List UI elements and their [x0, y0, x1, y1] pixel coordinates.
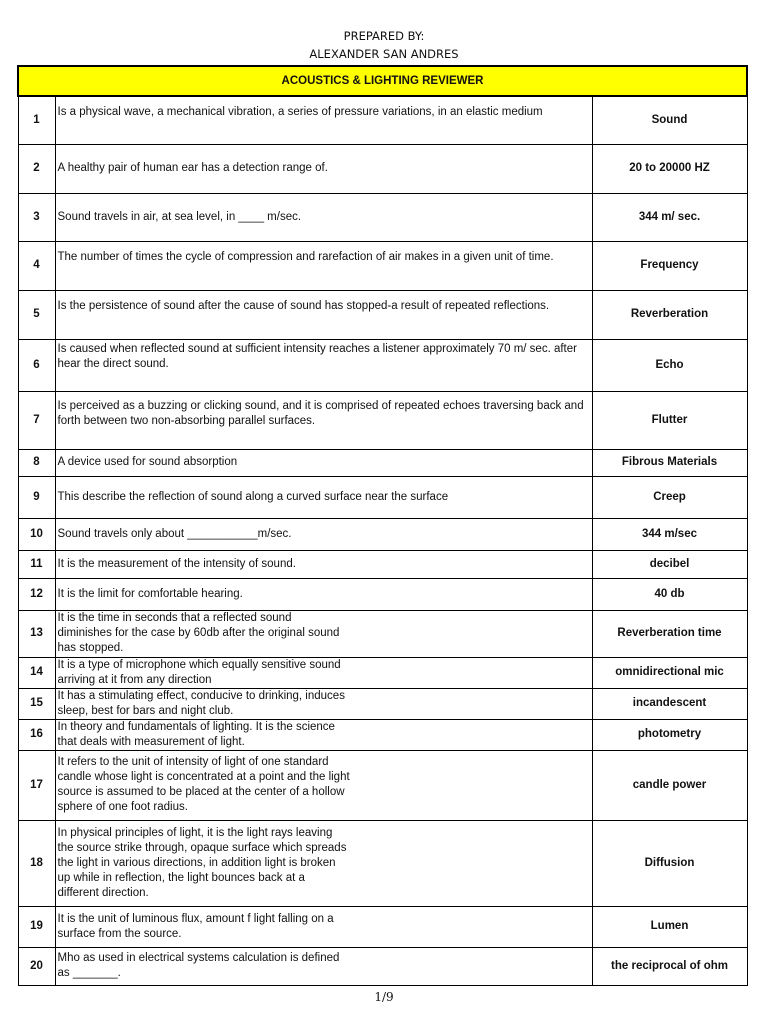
row-question: [55, 610, 592, 657]
row-question: [55, 820, 592, 906]
row-number: 9: [18, 476, 55, 518]
row-number: 15: [18, 688, 55, 719]
row-answer: photometry: [592, 719, 747, 750]
row-number: 6: [18, 339, 55, 391]
row-question: [55, 657, 592, 688]
question-text: Is caused when reflected sound at sufficient intensity reaches a listener approximately 70 m/ sec. after hear the direct sound.: [57, 343, 577, 370]
row-answer: Flutter: [592, 391, 747, 449]
row-question: [55, 688, 592, 719]
table-row: [18, 339, 747, 391]
row-answer: the reciprocal of ohm: [592, 947, 747, 985]
row-question: [55, 290, 592, 339]
prepared-by-label: PREPARED BY:: [343, 29, 425, 43]
table-row: [18, 610, 747, 657]
question-text: Is a physical wave, a mechanical vibration, a series of pressure variations, in an elastic medium: [57, 105, 543, 118]
row-answer: Sound: [592, 96, 747, 144]
row-answer: 40 db: [592, 578, 747, 610]
table-row: [18, 719, 747, 750]
row-answer: Lumen: [592, 906, 747, 947]
table-row: [18, 96, 747, 144]
question-text: It is the unit of luminous flux, amount f light falling on a surface from the source.: [57, 912, 334, 940]
row-answer: incandescent: [592, 688, 747, 719]
table-row: [18, 820, 747, 906]
question-text: It is a type of microphone which equally sensitive sound arriving at it from any direction: [57, 658, 341, 686]
table-row: [18, 476, 747, 518]
row-question: This describe the reflection of sound along a curved surface near the surface: [55, 476, 592, 518]
row-number: 16: [18, 719, 55, 750]
row-answer: 344 m/sec: [592, 518, 747, 550]
row-number: 7: [18, 391, 55, 449]
table-title: ACOUSTICS & LIGHTING REVIEWER: [18, 66, 747, 96]
row-number: 5: [18, 290, 55, 339]
question-text: It has a stimulating effect, conducive to drinking, induces sleep, best for bars and night club.: [57, 689, 345, 717]
row-answer: Fibrous Materials: [592, 449, 747, 476]
row-question: A healthy pair of human ear has a detection range of.: [55, 144, 592, 193]
row-number: 3: [18, 193, 55, 241]
row-question: A device used for sound absorption: [55, 449, 592, 476]
table-row: [18, 290, 747, 339]
row-number: 1: [18, 96, 55, 144]
table-row: [18, 657, 747, 688]
table-row: [18, 750, 747, 820]
table-row: [18, 578, 747, 610]
row-question: [55, 750, 592, 820]
table-row: [18, 688, 747, 719]
row-question: It is the limit for comfortable hearing.: [55, 578, 592, 610]
row-number: 8: [18, 449, 55, 476]
table-row: [18, 193, 747, 241]
row-answer: Reverberation time: [592, 610, 747, 657]
table-row: [18, 144, 747, 193]
row-answer: 20 to 20000 HZ: [592, 144, 747, 193]
question-text: Mho as used in electrical systems calculation is defined as _______.: [57, 952, 340, 979]
table-row: [18, 449, 747, 476]
question-text: In theory and fundamentals of lighting. It is the science that deals with measurement of light.: [57, 720, 335, 748]
row-question: [55, 947, 592, 985]
table-row: [18, 391, 747, 449]
row-answer: candle power: [592, 750, 747, 820]
reviewer-table: [17, 65, 748, 986]
row-number: 10: [18, 518, 55, 550]
table-row: [18, 550, 747, 578]
row-answer: 344 m/ sec.: [592, 193, 747, 241]
table-title-row: [18, 66, 747, 96]
row-question: [55, 906, 592, 947]
row-question: It is the measurement of the intensity of sound.: [55, 550, 592, 578]
table-row: [18, 518, 747, 550]
row-answer: decibel: [592, 550, 747, 578]
row-question: [55, 339, 592, 391]
row-number: 17: [18, 750, 55, 820]
question-text: Is the persistence of sound after the cause of sound has stopped-a result of repeated reflections.: [57, 300, 550, 312]
row-question: [55, 241, 592, 290]
question-text: It is the time in seconds that a reflected sound diminishes for the case by 60db after the original sound has stopped.: [57, 612, 340, 654]
row-question: [55, 391, 592, 449]
question-text: The number of times the cycle of compression and rarefaction of air makes in a given unit of time.: [57, 251, 554, 263]
row-question: [55, 96, 592, 144]
row-number: 18: [18, 820, 55, 906]
row-question: Sound travels in air, at sea level, in ____ m/sec.: [55, 193, 592, 241]
row-question: Sound travels only about ___________m/sec.: [55, 518, 592, 550]
question-text: In physical principles of light, it is the light rays leaving the source strike through, opaque surface which spreads the light in various directions, in addition light is broken up while in reflection, the light bounces back at a different direction.: [57, 826, 347, 899]
row-answer: Creep: [592, 476, 747, 518]
row-number: 14: [18, 657, 55, 688]
author-name: ALEXANDER SAN ANDRES: [309, 47, 459, 61]
row-question: [55, 719, 592, 750]
row-number: 13: [18, 610, 55, 657]
table-row: [18, 906, 747, 947]
question-text: Is perceived as a buzzing or clicking sound, and it is comprised of repeated echoes traversing back and forth between two non-absorbing parallel surfaces.: [57, 400, 584, 427]
row-answer: Diffusion: [592, 820, 747, 906]
row-answer: Echo: [592, 339, 747, 391]
row-number: 20: [18, 947, 55, 985]
row-number: 2: [18, 144, 55, 193]
question-text: It refers to the unit of intensity of light of one standard candle whose light is concentrated at a point and the light source is assumed to be placed at the center of a hollow sphere of one foot radius.: [57, 756, 350, 813]
row-number: 11: [18, 550, 55, 578]
row-answer: omnidirectional mic: [592, 657, 747, 688]
row-number: 12: [18, 578, 55, 610]
table-row: [18, 241, 747, 290]
page-number: 1/9: [374, 990, 394, 1004]
row-answer: Frequency: [592, 241, 747, 290]
row-answer: Reverberation: [592, 290, 747, 339]
table-row: [18, 947, 747, 985]
row-number: 4: [18, 241, 55, 290]
row-number: 19: [18, 906, 55, 947]
